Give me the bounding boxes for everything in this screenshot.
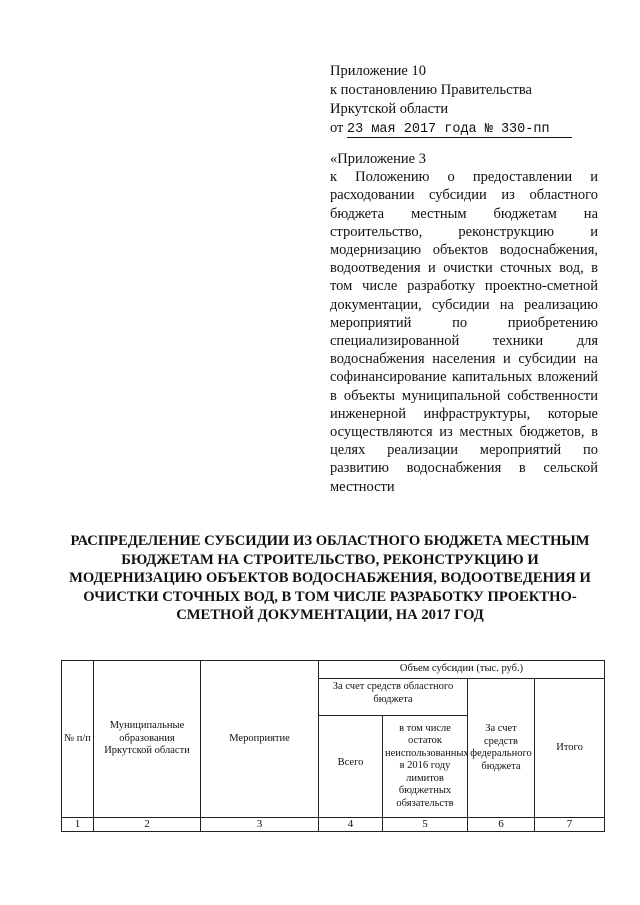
appendix-region: Иркутской области (330, 101, 449, 117)
column-number: 7 (535, 818, 605, 832)
column-number: 5 (383, 818, 468, 832)
sub-appendix-heading: «Приложение 3 (330, 151, 426, 167)
appendix-block (330, 62, 600, 139)
sub-appendix-block (330, 150, 598, 496)
header-event: Мероприятие (201, 661, 319, 818)
subsidy-table (61, 660, 605, 832)
appendix-date-prefix: от (330, 120, 348, 136)
table-header-row (62, 661, 605, 679)
column-number: 2 (94, 818, 201, 832)
table-number-row (62, 818, 605, 832)
header-regional: За счет средств областного бюджета (319, 679, 468, 716)
sub-appendix-body: к Положению о предоставлении и расходовании субсидии из областного бюджета местным бюджетам на строительство, реконструкцию и модернизацию объектов водоснабжения, водоотведения и очистки сточных вод, в том числе разработку проектно-сметной документации, субсидии на реализацию мероприятий по приобретению специализированной техники для водоснабжения населения и субсидии на софинансирование капитальных вложений в объекты муниципальной собственности инженерной инфраструктуры, которые осуществляются из местных бюджетов, в целях реализации мероприятий по развитию водоснабжения в сельской местности (330, 169, 598, 495)
header-remainder: в том числе остаток неиспользованных в 2016 году лимитов бюджетных обязательств (383, 716, 468, 818)
header-total-regional: Всего (319, 716, 383, 818)
header-volume: Объем субсидии (тыс. руб.) (319, 661, 605, 679)
header-federal: За счет средств федерального бюджета (468, 679, 535, 818)
header-municipality: Муниципальные образования Иркутской области (94, 661, 201, 818)
column-number: 4 (319, 818, 383, 832)
header-num: № п/п (62, 661, 94, 818)
appendix-date-line (330, 119, 600, 139)
document-title: РАСПРЕДЕЛЕНИЕ СУБСИДИИ ИЗ ОБЛАСТНОГО БЮДЖЕТА МЕСТНЫМ БЮДЖЕТАМ НА СТРОИТЕЛЬСТВО, РЕКОНСТРУКЦИЮ И МОДЕРНИЗАЦИЮ ОБЪЕКТОВ ВОДОСНАБЖЕНИЯ, ВОДООТВЕДЕНИЯ И ОЧИСТКИ СТОЧНЫХ ВОД, В ТОМ ЧИСЛЕ РАЗРАБОТКУ ПРОЕКТНО-СМЕТНОЙ ДОКУМЕНТАЦИИ, НА 2017 ГОД (69, 533, 591, 623)
header-total: Итого (535, 679, 605, 818)
appendix-date-handwritten: 23 мая 2017 года № 330-пп (347, 122, 572, 138)
column-number: 1 (62, 818, 94, 832)
column-number: 6 (468, 818, 535, 832)
appendix-decree: к постановлению Правительства (330, 82, 532, 98)
column-number: 3 (201, 818, 319, 832)
appendix-number: Приложение 10 (330, 63, 426, 79)
